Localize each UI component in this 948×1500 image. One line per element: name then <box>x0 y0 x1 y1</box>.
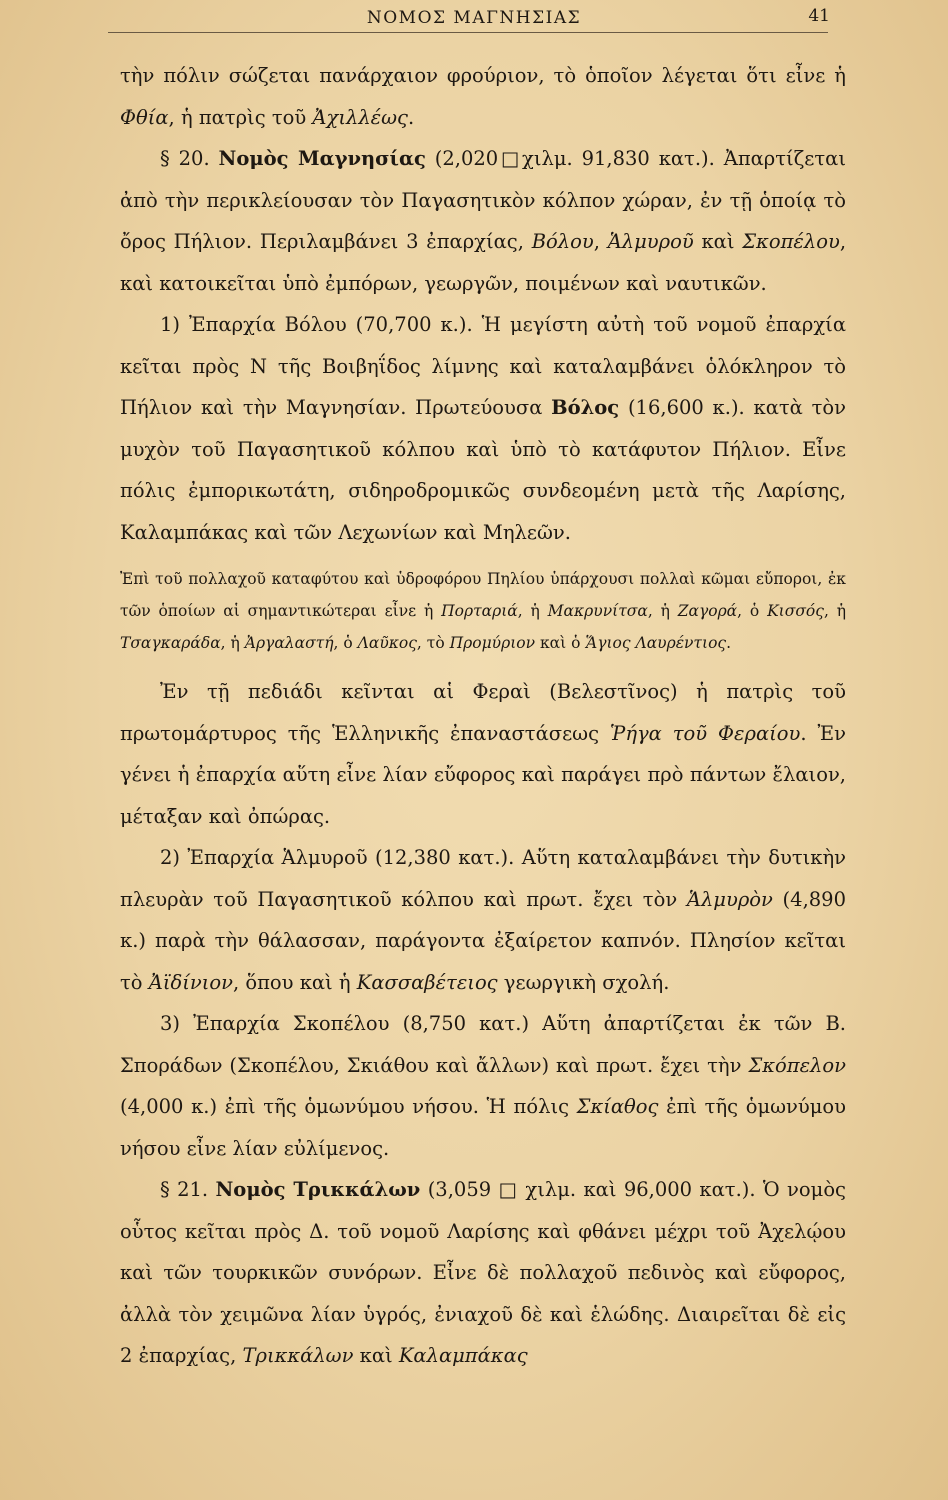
section-20-magnesia: § 20. Νομὸς Μαγνησίας (2,020□χιλμ. 91,830 κατ.). Ἀπαρτίζεται ἀπὸ τὴν περικλείουσαν τὸν Παγασητικὸν κόλπον χώραν, ἐν τῇ ὁποίᾳ τὸ ὄρος Πήλιον. Περιλαμβάνει 3 ἐπαρχίας, Βόλου, Ἁλμυροῦ καὶ Σκοπέλου, καὶ κατοικεῖται ὑπὸ ἐμπόρων, γεωργῶν, ποιμένων καὶ ναυτικῶν. <box>120 147 847 295</box>
pherae-paragraph: Ἐν τῇ πεδιάδι κεῖνται αἱ Φεραὶ (Βελεστῖνος) ἡ πατρὶς τοῦ πρωτομάρτυρος τῆς Ἑλληνικῆς ἐπαναστάσεως Ῥήγα τοῦ Φεραίου. Ἐν γένει ἡ ἐπαρχία αὕτη εἶνε λίαν εὔφορος καὶ παράγει πρὸ πάντων ἔλαιον, μέταξαν καὶ ὀπώρας. <box>120 680 846 828</box>
body-text <box>120 55 846 1377</box>
section-21-trikala: § 21. Νομὸς Τρικκάλων (3,059 □ χιλμ. καὶ 96,000 κατ.). Ὁ νομὸς οὗτος κεῖται πρὸς Δ. τοῦ νομοῦ Λαρίσης καὶ φθάνει μέχρι τοῦ Ἀχελῴου καὶ τῶν τουρκικῶν συνόρων. Εἶνε δὲ πολλαχοῦ πεδινὸς καὶ εὔφορος, ἀλλὰ τὸν χειμῶνα λίαν ὑγρός, ἐνιαχοῦ δὲ καὶ ἑλώδης. Διαιρεῖται δὲ εἰς 2 ἐπαρχίας, Τρικκάλων καὶ Καλαμπάκας <box>120 1178 846 1367</box>
paragraph-continued: τὴν πόλιν σώζεται πανάρχαιον φρούριον, τὸ ὁποῖον λέγεται ὅτι εἶνε ἡ Φθία, ἡ πατρὶς τοῦ Ἀχιλλέως. <box>120 64 846 129</box>
pelion-villages-note: Ἐπὶ τοῦ πολλαχοῦ καταφύτου καὶ ὑδροφόρου Πηλίου ὑπάρχουσι πολλαὶ κῶμαι εὔποροι, ἐκ τῶν ὁποίων αἱ σημαντικώτεραι εἶνε ἡ Πορταριά, ἡ Μακρυνίτσα, ἡ Ζαγορά, ὁ Κισσός, ἡ Τσαγκαράδα, ἡ Ἀργαλαστή, ὁ Λαῦκος, τὸ Προμύριον καὶ ὁ Ἅγιος Λαυρέντιος. <box>120 570 846 652</box>
province-skopelos: 3) Ἐπαρχία Σκοπέλου (8,750 κατ.) Αὕτη ἀπαρτίζεται ἐκ τῶν Β. Σποράδων (Σκοπέλου, Σκιάθου καὶ ἄλλων) καὶ πρωτ. ἔχει τὴν Σκόπελον (4,000 κ.) ἐπὶ τῆς ὁμωνύμου νήσου. Ἡ πόλις Σκίαθος ἐπὶ τῆς ὁμωνύμου νήσου εἶνε λίαν εὐλίμενος. <box>120 1012 847 1160</box>
province-volos: 1) Ἐπαρχία Βόλου (70,700 κ.). Ἡ μεγίστη αὐτὴ τοῦ νομοῦ ἐπαρχία κεῖται πρὸς Ν τῆς Βοιβηΐδος λίμνης καὶ καταλαμβάνει ὁλόκληρον τὸ Πήλιον καὶ τὴν Μαγνησίαν. Πρωτεύουσα Βόλος (16,600 κ.). κατὰ τὸν μυχὸν τοῦ Παγασητικοῦ κόλπου καὶ ὑπὸ τὸ κατάφυτον Πήλιον. Εἶνε πόλις ἐμπορικωτάτη, σιδηροδρομικῶς συνδεομένη μετὰ τῆς Λαρίσης, Καλαμπάκας καὶ τῶν Λεχωνίων καὶ Μηλεῶν. <box>120 313 846 544</box>
page-number: 41 <box>808 6 830 26</box>
running-header <box>0 6 948 32</box>
province-almyros: 2) Ἐπαρχία Ἁλμυροῦ (12,380 κατ.). Αὕτη καταλαμβάνει τὴν δυτικὴν πλευρὰν τοῦ Παγασητικοῦ κόλπου καὶ πρωτ. ἔχει τὸν Ἁλμυρὸν (4,890 κ.) παρὰ τὴν θάλασσαν, παράγοντα ἐξαίρετον καπνόν. Πλησίον κεῖται τὸ Ἀϊδίνιον, ὅπου καὶ ἡ Κασσαβέτειος γεωργικὴ σχολή. <box>120 846 846 994</box>
header-rule <box>108 32 828 33</box>
small-print-note <box>120 563 846 659</box>
running-title: ΝΟΜΟΣ ΜΑΓΝΗΣΙΑΣ <box>366 8 582 28</box>
